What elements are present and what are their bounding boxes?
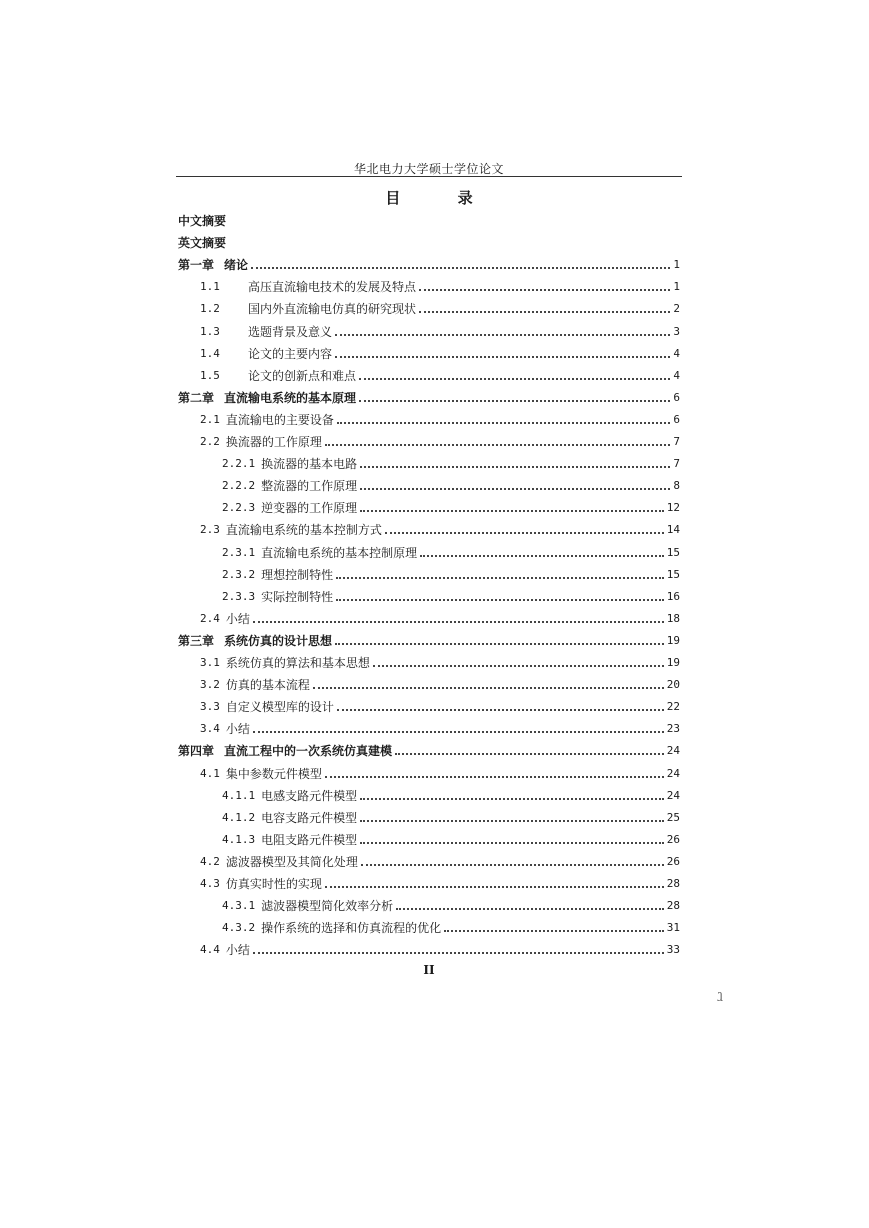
toc-entry-page: 1 [673,280,680,294]
toc-entry-title: 绪论 [224,258,249,273]
toc-entry-number: 3.2 [200,678,220,692]
toc-entry-number: 4.3 [200,877,220,890]
toc-entry-page: 2 [673,302,680,316]
toc-leader-dots [395,753,664,755]
toc-entry[interactable] [178,738,680,758]
toc-entry-number: 4.2 [200,854,220,868]
toc-entry-title: 仿真的基本流程 [225,678,310,693]
toc-entry-number: 1.3 [200,324,220,338]
toc-leader-dots [420,555,664,557]
toc-entry-page: 33 [666,943,680,957]
toc-entry-page: 15 [666,545,680,559]
toc-entry-page: 6 [673,390,680,404]
toc-entry-title: 直流输电的主要设备 [225,412,334,427]
toc-entry-page: 20 [666,678,680,692]
toc-entry[interactable] [178,562,680,582]
toc-leader-dots [360,820,664,822]
toc-leader-dots [337,709,664,711]
toc-entry-number: 4.1.2 [222,810,256,824]
toc-entry-number: 1.2 [200,302,220,316]
toc-leader-dots [325,886,664,888]
toc-entry-page: 7 [673,435,680,448]
toc-leader-dots [359,400,670,402]
toc-entry-number: 4.3.2 [222,921,256,935]
toc-entry-number: 第二章 [178,390,215,405]
toc-entry-number: 2.2.2 [222,479,256,493]
toc-entry-number: 4.1 [200,766,220,780]
toc-entry-page: 19 [666,633,680,647]
toc-entry[interactable] [178,893,680,913]
toc-entry-number: 2.3 [200,523,220,537]
toc-entry-title: 电感支路元件模型 [261,788,358,803]
toc-entry-number: 1.5 [200,368,220,382]
toc-entry-title: 逆变器的工作原理 [261,501,358,516]
toc-entry-page: 4 [673,368,680,382]
toc-entry-number: 1.1 [200,280,220,294]
header-rule [176,176,682,177]
toc-entry[interactable] [178,274,680,294]
toc-entry[interactable] [178,672,680,692]
toc-entry-title: 电容支路元件模型 [261,810,358,825]
toc-leader-dots [253,731,664,733]
toc-entry-page: 26 [666,832,680,846]
toc-leader-dots [385,532,664,534]
toc-entry[interactable] [178,849,680,869]
toc-entry-title: 换流器的工作原理 [225,435,322,449]
toc-entry-title: 系统仿真的算法和基本思想 [225,656,370,670]
toc-entry-title: 直流工程中的一次系统仿真建模 [224,744,393,759]
toc-entry[interactable] [178,694,680,714]
toc-entry-page: 24 [666,744,680,758]
margin-mark: ⱹ [717,990,724,1004]
toc-entry-number: 2.2 [200,435,220,448]
toc-entry-page: 1 [673,258,680,272]
toc-entry-title: 系统仿真的设计思想 [224,633,333,648]
toc-leader-dots [359,378,670,380]
toc-entry-page: 7 [673,457,680,471]
toc-entry-number: 4.3.1 [222,899,256,913]
toc-leader-dots [373,665,664,667]
toc-leader-dots [360,842,664,844]
toc-entry[interactable] [178,495,680,515]
toc-entry-page: 8 [673,479,680,493]
toc-entry-number: 2.3.2 [222,567,256,581]
toc-leader-dots [336,577,664,579]
toc-entry-page: 24 [666,766,680,780]
toc-leader-dots [337,422,670,424]
toc-leader-dots [360,488,670,490]
toc-entry[interactable] [178,385,680,405]
toc-leader-dots [335,356,670,358]
toc-entry[interactable] [178,606,680,626]
toc-entry-title: 论文的主要内容 [248,346,333,361]
toc-entry-page: 25 [666,810,680,824]
toc-leader-dots [336,599,664,601]
toc-entry-number: 3.1 [200,656,220,669]
toc-entry-page: 19 [666,656,680,669]
toc-entry-number: 2.3.3 [222,589,256,603]
toc-entry[interactable] [178,363,680,383]
toc-entry-title: 论文的创新点和难点 [248,368,357,383]
toc-leader-dots [360,510,664,512]
toc-entry-page: 28 [666,877,680,890]
toc-entry-title: 集中参数元件模型 [225,766,322,781]
toc-entry[interactable] [178,650,680,670]
toc-entry-page: 4 [673,346,680,360]
toc-entry-page: 28 [666,899,680,913]
toc-entry-number: 2.3.1 [222,545,256,559]
toc-entry[interactable] [178,540,680,560]
toc-entry[interactable] [178,628,680,648]
toc-leader-dots [419,289,670,291]
toc-entry[interactable] [178,517,680,537]
toc-entry-title: 整流器的工作原理 [261,479,358,494]
toc-entry-title: 英文摘要 [178,236,227,251]
toc-entry-title: 操作系统的选择和仿真流程的优化 [261,921,442,936]
toc-leader-dots [361,864,664,866]
toc-entry[interactable] [178,208,680,228]
toc-entry[interactable] [178,230,680,250]
toc-entry-title: 高压直流输电技术的发展及特点 [248,280,417,295]
toc-entry-number: 2.4 [200,611,220,625]
toc-entry-page: 24 [666,788,680,802]
toc-title: 目 录 [385,189,499,207]
toc-leader-dots [335,334,670,336]
toc-entry[interactable] [178,319,680,339]
toc-leader-dots [396,908,664,910]
toc-entry-title: 小结 [225,722,250,737]
toc-entry-title: 中文摘要 [178,214,227,228]
toc-leader-dots [335,643,664,645]
toc-entry[interactable] [178,827,680,847]
toc-entry-number: 2.1 [200,412,220,426]
toc-entry-number: 2.2.1 [222,457,256,471]
toc-entry-number: 1.4 [200,346,220,360]
toc-entry-title: 换流器的基本电路 [261,457,358,472]
toc-leader-dots [360,466,670,468]
toc-entry[interactable] [178,407,680,427]
toc-entry-title: 国内外直流输电仿真的研究现状 [248,302,417,317]
toc-entry[interactable] [178,871,680,891]
toc-entry-title: 小结 [225,943,250,958]
toc-leader-dots [251,267,670,269]
toc-entry-number: 第一章 [178,258,215,273]
toc-entry[interactable] [178,252,680,272]
running-header: 华北电力大学硕士学位论文 [353,162,504,176]
toc-entry-number: 第四章 [178,744,215,759]
toc-entry-title: 直流输电系统的基本控制方式 [225,523,382,538]
toc-entry-title: 小结 [225,611,250,626]
toc-entry[interactable] [178,429,680,449]
toc-entry-page: 26 [666,854,680,868]
toc-entry-page: 23 [666,722,680,736]
toc-entry-title: 电阻支路元件模型 [261,832,358,847]
toc-entry-page: 6 [673,412,680,426]
toc-entry[interactable] [178,341,680,361]
toc-entry-number: 4.1.3 [222,832,256,846]
toc-entry-page: 18 [666,611,680,625]
page-number: II [423,963,435,977]
toc-entry-page: 14 [666,523,680,537]
toc-entry-number: 第三章 [178,633,215,648]
toc-entry[interactable] [178,937,680,957]
toc-entry-title: 选题背景及意义 [248,324,333,339]
toc-entry-page: 16 [666,589,680,603]
toc-entry[interactable] [178,296,680,316]
toc-entry-title: 滤波器模型简化效率分析 [261,899,394,914]
toc-entry-page: 31 [666,921,680,935]
toc-entry[interactable] [178,805,680,825]
toc-leader-dots [253,952,664,954]
toc-entry[interactable] [178,584,680,604]
toc-leader-dots [325,444,670,446]
toc-entry-number: 4.1.1 [222,788,256,802]
toc-entry-number: 2.2.3 [222,501,256,515]
toc-entry-number: 4.4 [200,943,220,957]
toc-entry[interactable] [178,716,680,736]
toc-entry[interactable] [178,761,680,781]
toc-entry[interactable] [178,451,680,471]
toc-entry-page: 15 [666,567,680,581]
toc-entry-title: 仿真实时性的实现 [225,877,322,891]
toc-leader-dots [253,621,664,623]
toc-entry-title: 滤波器模型及其简化处理 [225,854,358,869]
toc-entry-number: 3.4 [200,722,220,736]
toc-leader-dots [325,776,664,778]
toc-entry[interactable] [178,783,680,803]
toc-entry-number: 3.3 [200,700,220,714]
toc-entry-page: 12 [666,501,680,515]
toc-entry-page: 22 [666,700,680,714]
toc-entry[interactable] [178,915,680,935]
toc-leader-dots [360,798,664,800]
toc-entry-title: 理想控制特性 [261,567,334,582]
toc-entry[interactable] [178,473,680,493]
toc-entry-title: 直流输电系统的基本控制原理 [261,545,418,560]
toc-entry-page: 3 [673,324,680,338]
toc-leader-dots [419,311,670,313]
toc-entry-title: 直流输电系统的基本原理 [224,390,357,405]
toc-leader-dots [313,687,664,689]
toc-entry-title: 自定义模型库的设计 [225,700,334,715]
toc-entry-title: 实际控制特性 [261,589,334,604]
toc-leader-dots [444,930,664,932]
